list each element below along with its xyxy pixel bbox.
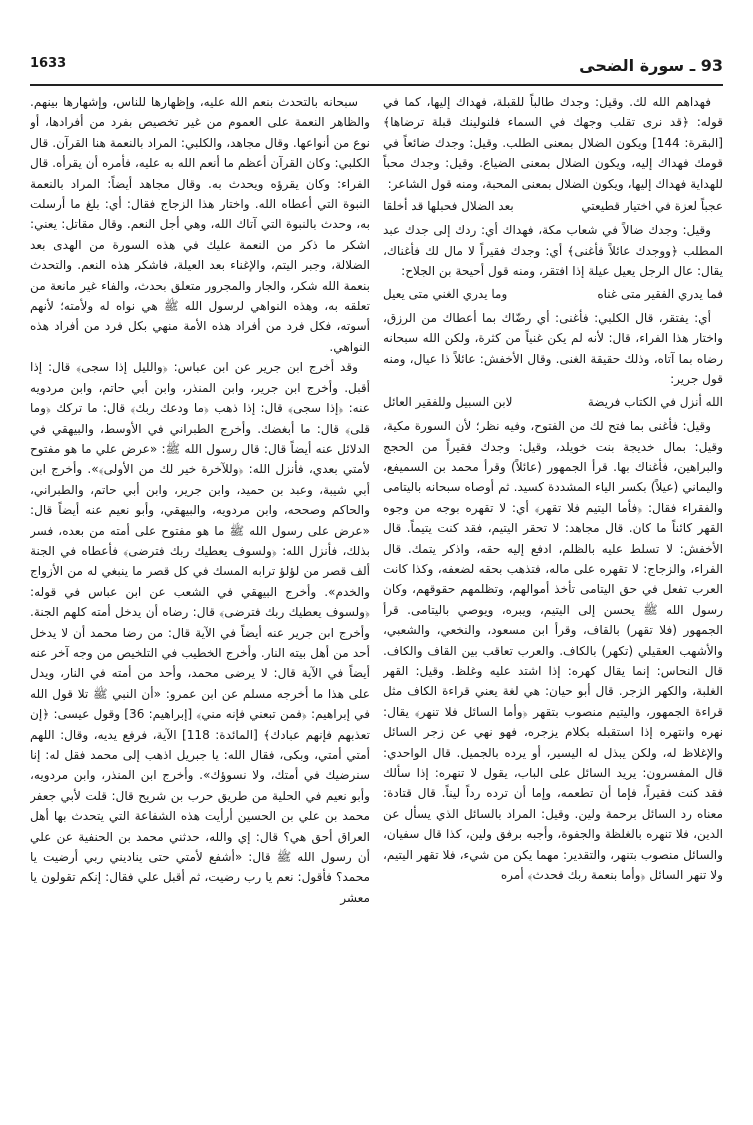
page-number: 1633 bbox=[30, 56, 67, 71]
poetry-verse bbox=[383, 284, 723, 304]
paragraph: وقد أخرج ابن جرير عن ابن عباس: ﴿والليل إذا سجى﴾ قال: إذا أقبل. وأخرج ابن جرير، وابن المنذر، وابن أبي حاتم، وابن مردويه عنه: ﴿إذا سجى﴾ قال: إذا ذهب ﴿ما ودعك ربك﴾ قال: ما تركك ﴿وما قلى﴾ قال: ما أبغضك. وأخرج الطبراني في الأوسط، والبيهقي في الدلائل عنه أيضاً قال: قال رسول الله ﷺ: «عرض علي ما هو مفتوح لأمتي بعدي، فأنزل الله: ﴿وللآخرة خير لك من الأولى﴾». وأخرج ابن أبي شيبة، وعبد بن حميد، وابن جرير، وابن أبي حاتم، والطبراني، والحاكم وصححه، وابن مردويه، والبيهقي، وأبو نعيم عنه أيضاً قال: «عرض على رسول الله ﷺ ما هو مفتوح على أمته من بعده، فسر بذلك، فأنزل الله: ﴿ولسوف يعطيك ربك فترضى﴾ فأعطاه في الجنة ألف قصر من لؤلؤ ترابه المسك في كل قصر ما ينبغي له من الأزواج والخدم». وأخرج البيهقي في الشعب عن ابن عباس في قوله: ﴿ولسوف يعطيك ربك فترضى﴾ قال: رضاه أن يدخل أمته كلهم الجنة. وأخرج ابن جرير عنه أيضاً في الآية قال: من رضا محمد أن لا يدخل أحد من أهل بيته النار. وأخرج الخطيب في التلخيص من وجه آخر عنه أيضاً في الآية قال: لا يرضى محمد، وأحد من أمته في النار، ويدل على هذا ما أخرجه مسلم عن ابن عمرو: «أن النبي ﷺ تلا قول الله في إبراهيم: ﴿فمن تبعني فإنه مني﴾ [إبراهيم: 36] وقول عيسى: ﴿إن تعذبهم فإنهم عبادك﴾ [المائدة: 118] الآية، فرفع يديه، وقال: اللهم أمتي أمتي، وبكى، فقال الله: يا جبريل اذهب إلى محمد فقل له: إنا سنرضيك في أمتك، ولا نسوؤك». وأخرج ابن المنذر، وابن مردويه، وأبو نعيم في الحلية من طريق حرب بن شريح قال: قلت لأبي جعفر محمد بن علي بن الحسين أرأيت هذه الشفاعة التي يتحدث بها أهل العراق أحق هي؟ قال: إي والله، حدثني محمد بن الحنفية عن علي أن رسول الله ﷺ قال: «أشفع لأمتي حتى يناديني ربي أرضيت يا محمد؟ فأقول: نعم يا رب رضيت، ثم أقبل علي فقال: إنكم تقولون يا معشر bbox=[30, 360, 370, 905]
right-column bbox=[383, 92, 723, 1102]
paragraph: سبحانه بالتحدث بنعم الله عليه، وإظهارها للناس، وإشهارها بينهم. والظاهر النعمة على العموم من غير تخصيص بفرد من أفرادها، أو نوع من أنواعها. وقال مجاهد، والكلبي: المراد بالنعمة هنا القرآن. قال الكلبي: وكان القرآن أعظم ما أنعم الله به عليه، فأمره أن يقرأه. قال الفراء: وكان يقرؤه ويحدث به. وقال مجاهد أيضاً: المراد بالنعمة النبوة التي أعطاه الله. واختار هذا الزجاج فقال: أي: بلغ ما أرسلت به، وحدث بالنبوة التي آتاك الله، وهي أجل النعم. وقال مقاتل: يعني: اشكر ما ذكر من النعمة عليك في هذه السورة من الهدى بعد الضلالة، وجبر اليتم، والإغناء بعد العيلة، فاشكر هذه النعم. والتحدث بنعمة الله شكر، والجار والمجرور متعلق بحدث، والفاء غير مانعة من تعلقه به، وهذه النواهي لرسول الله ﷺ هي نواه له ولأمته؛ لأنهم أسوته، فكل فرد من أفراد هذه الأمة منهي بكل فرد من أفراد هذه النواهي. bbox=[30, 95, 370, 354]
header-rule bbox=[30, 84, 723, 86]
verse-hemistich: وما يدري الغني متى يعيل bbox=[383, 286, 508, 301]
verse-hemistich: لابن السبيل وللفقير العائل bbox=[383, 394, 513, 409]
poetry-verse bbox=[383, 392, 723, 412]
verse-hemistich: الله أنزل في الكتاب فريضة bbox=[587, 394, 723, 409]
paragraph: فهداهم الله لك. وقيل: وجدك طالباً للقبلة، فهداك إليها، كما في قوله: ﴿قد نرى تقلب وجهك في السماء فلنولينك قبلة ترضاها﴾ [البقرة: 144] ويكون الضلال بمعنى الطلب. وقيل: وجدك ضائعاً في قومك فهداك إليه، ويكون الضلال بمعنى الضياع. وقيل: وجدك محباً للهداية فهداك إليها، ويكون الضلال بمعنى المحبة، ومنه قول الشاعر: bbox=[383, 95, 723, 191]
poetry-verse bbox=[383, 196, 723, 216]
surah-title: 93 ـ سورة الضحى bbox=[579, 56, 723, 75]
left-column bbox=[30, 92, 370, 1102]
paragraph: وقيل: وجدك ضالاً في شعاب مكة، فهداك أي: ردك إلى جدك عبد المطلب ﴿ووجدك عائلاً فأغنى﴾ أي: وجدك فقيراً لا مال لك فأغناك، يقال: عال الرجل يعيل عيلة إذا افتقر، ومنه قول أحيحة بن الجلاح: bbox=[383, 223, 723, 279]
verse-hemistich: فما يدري الفقير متى غناه bbox=[597, 286, 723, 301]
paragraph: أي: يفتقر، قال الكلبي: فأغنى: أي رضّاك بما أعطاك من الرزق، واختار هذا الفراء، قال: لأنه لم يكن غنياً من كثرة، ولكن الله سبحانه رضاه بما آتاه، وذلك حقيقة الغنى. وقال الأخفش: عائلاً ذا عيال، ومنه قول جرير: bbox=[383, 311, 723, 387]
verse-hemistich: بعد الضلال فحبلها قد أخلقا bbox=[383, 199, 514, 214]
page-header bbox=[30, 56, 723, 82]
paragraph: وقيل: فأغنى بما فتح لك من الفتوح، وفيه نظر؛ لأن السورة مكية، وقيل: بمال خديجة بنت خويلد، وقيل: وجدك فقيراً من الحجج والبراهين، فأغناك بها. قرأ الجمهور (عائلاً) وقرأ محمد بن السميفع، واليماني (عيلاً) بكسر الياء المشددة كسيد. ثم أوصاه سبحانه باليتامى والفقراء فقال: ﴿فأما اليتيم فلا تقهر﴾ أي: لا تقهره بوجه من وجوه القهر كائناً ما كان. قال مجاهد: لا تحقر اليتيم، فقد كنت يتيماً. قال الأخفش: لا تسلط عليه بالظلم، ادفع إليه حقه، واذكر يتمك. قال الفراء، والزجاج: لا تقهره على ماله، فتذهب بحقه لضعفه، وكذا كانت العرب تفعل في حق اليتامى تأخذ أموالهم، وتظلمهم حقوقهم، وكان رسول الله ﷺ يحسن إلى اليتيم، ويبره، ويوصي باليتامى. قرأ الجمهور (فلا تقهر) بالقاف، وقرأ ابن مسعود، والنخعي، والشعبي، والأشهب العقيلي (تكهر) بالكاف. والعرب تعاقب بين القاف والكاف. قال النحاس: إنما يقال كهره: إذا اشتد عليه وغلظ. وقيل: القهر الغلبة، والكهر الزجر. قال أبو حيان: هي لغة يعني قراءة الكاف مثل قراءة الجمهور، واليتيم منصوب بتقهر ﴿وأما السائل فلا تنهر﴾ يقال: نهره وانتهره إذا استقبله بكلام يزجره، فهو نهي عن زجر السائل والإغلاظ له، ولكن يبذل له اليسير، أو يرده بالجميل. قال الواحدي: قال المفسرون: يريد السائل على الباب، يقول لا تنهره: إذا سألك فقد كنت فقيراً، فإما أن تطعمه، وإما أن ترده رداً ليناً. قال قتادة: معناه رد السائل برحمة ولين. وقيل: المراد بالسائل الذي يسأل عن الدين، فلا تنهره بالغلظة والجفوة، وأجبه برفق ولين، كذا قال سفيان، والسائل منصوب بتنهر، والتقدير: مهما يكن من شيء، فلا تقهر اليتيم، ولا تنهر السائل ﴿وأما بنعمة ربك فحدث﴾ أمره bbox=[383, 419, 723, 883]
verse-hemistich: عجباً لعزة في اختيار قطيعتي bbox=[581, 199, 723, 214]
